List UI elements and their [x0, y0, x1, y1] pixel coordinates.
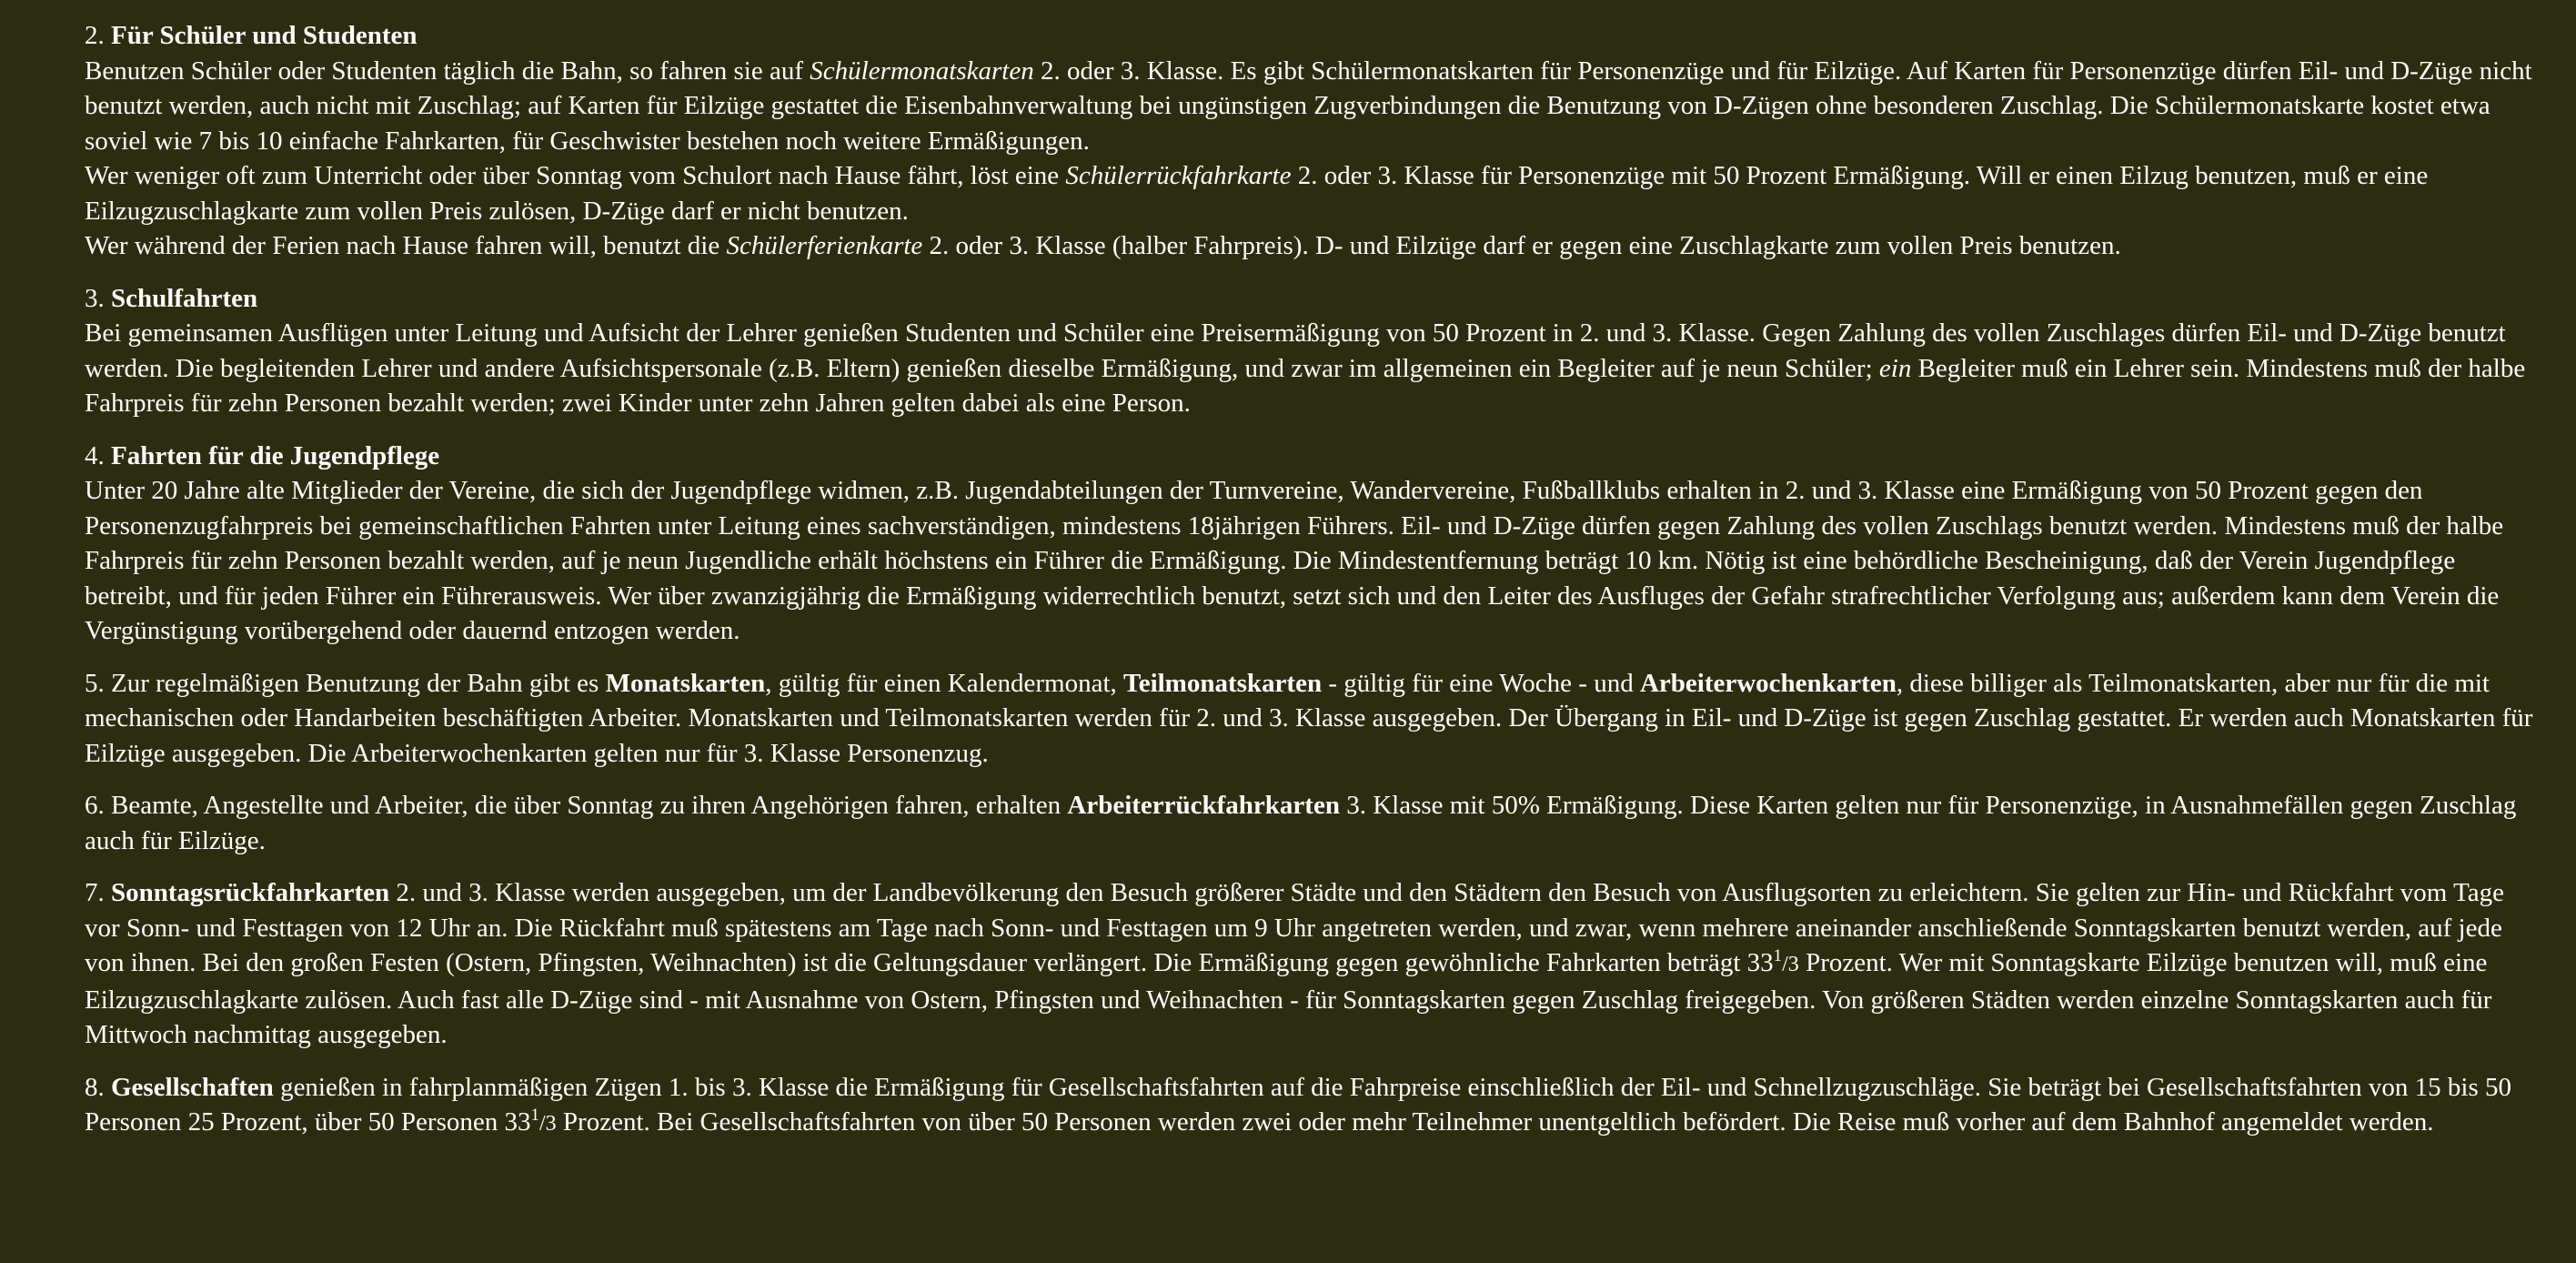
document-body — [85, 18, 2541, 1159]
section-sonntagsrueckfahrkarten — [85, 875, 2541, 1053]
text-run: 2. und 3. Klasse werden ausgegeben, um der Landbevölkerung den Besuch größerer Städte und den Städtern den Besuch von Ausflugsorten zu erleichtern. Sie gelten zur Hin- und Rückfahrt vom Tage vor Sonn- und Festtagen von 12 Uhr an. Die Rückfahrt muß spätestens am Tage nach Sonn- und Festtagen um 9 Uhr angetreten werden, und zwar, wenn mehrere aneinander anschließende Sonntagskarten benutzt werden, auf jede von ihnen. Bei den großen Festen (Ostern, Pfingsten, Weihnachten) ist die Geltungsdauer verlängert. Die Ermäßigung gegen gewöhnliche Fahrkarten beträgt 33 — [85, 878, 2504, 977]
section-arbeiterrueckfahrkarten — [85, 788, 2541, 858]
text-run: , diese billiger als Teilmonatskarten, aber nur für die mit mechanischen oder Handarbeiten beschäftigten Arbeiter. Monatskarten und Teilmonatskarten werden für 2. und 3. Klasse ausgegeben. Der Übergang in Eil- und D-Züge ist gegen Zuschlag gestattet. Er werden auch Monatskarten für Eilzüge ausgegeben. Die Arbeiterwochenkarten gelten nur für 3. Klasse Personenzug. — [85, 668, 2533, 768]
fraction-numerator: 1 — [1773, 946, 1783, 965]
section-schulfahrten — [85, 281, 2541, 421]
text-run: 2. oder 3. Klasse für Personenzüge mit 50 Prozent Ermäßigung. Will er einen Eilzug benutzen, muß er eine Eilzugzuschlagkarte zum vollen Preis zulösen, D-Züge darf er nicht benutzen. — [85, 161, 2429, 226]
paragraph — [85, 666, 2541, 772]
text-run: , gültig für einen Kalendermonat, — [765, 668, 1124, 698]
section-number: 8. — [85, 1072, 105, 1102]
emphasis-term: Schülerrückfahrkarte — [1065, 161, 1292, 190]
paragraph: Unter 20 Jahre alte Mitglieder der Vereine, die sich der Jugendpflege widmen, z.B. Jugendabteilungen der Turnvereine, Wandervereine, Fußballklubs erhalten in 2. und 3. Klasse eine Ermäßigung von 50 Prozent gegen den Personenzugfahrpreis bei gemeinschaftlichen Fahrten unter Leitung eines sachverständigen, mindestens 18jährigen Führers. Eil- und D-Züge dürfen gegen Zahlung des vollen Zuschlags benutzt werden. Mindestens muß der halbe Fahrpreis für zehn Personen bezahlt werden, auf je neun Jugendliche erhält höchstens ein Führer die Ermäßigung. Die Mindestentfernung beträgt 10 km. Nötig ist eine behördliche Bescheinigung, daß der Verein Jugendpflege betreibt, und für jeden Führer ein Führerausweis. Wer über zwanzigjährig die Ermäßigung widerrechtlich benutzt, setzt sich und den Leiter des Ausfluges der Gefahr strafrechtlicher Verfolgung aus; außerdem kann dem Verein die Vergünstigung vorübergehend oder dauernd entzogen werden. — [85, 476, 2504, 645]
text-run: genießen in fahrplanmäßigen Zügen 1. bis 3. Klasse die Ermäßigung für Gesellschaftsfahrten auf die Fahrpreise einschließlich der Eil- und Schnellzugzuschläge. Sie beträgt bei Gesellschaftsfahrten von 15 bis 50 Personen 25 Prozent, über 50 Personen 33 — [85, 1072, 2512, 1137]
paragraph — [85, 316, 2541, 421]
section-number: 4. — [85, 440, 105, 470]
section-title: Fahrten für die Jugendpflege — [111, 440, 440, 470]
paragraph — [85, 54, 2541, 159]
bold-term: Teilmonatskarten — [1123, 668, 1323, 698]
section-number: 2. — [85, 21, 105, 50]
fraction-denominator: /3 — [1782, 953, 1799, 976]
section-schueler-studenten — [85, 18, 2541, 264]
emphasis-term: Schülerferienkarte — [726, 231, 923, 260]
bold-term: Gesellschaften — [111, 1072, 274, 1102]
text-run: Begleiter muß ein Lehrer sein. Mindestens muß der halbe Fahrpreis für zehn Personen bezahlt werden; zwei Kinder unter zehn Jahren gelten dabei als eine Person. — [85, 353, 2526, 418]
text-run: 2. oder 3. Klasse (halber Fahrpreis). D- und Eilzüge darf er gegen eine Zuschlagkarte zum vollen Preis benutzen. — [922, 231, 2121, 260]
paragraph — [85, 1070, 2541, 1142]
text-run: 3. Klasse mit 50% Ermäßigung. Diese Karten gelten nur für Personenzüge, in Ausnahmefällen gegen Zuschlag auch für Eilzüge. — [85, 791, 2517, 855]
text-run: 5. Zur regelmäßigen Benutzung der Bahn gibt es — [85, 668, 606, 698]
paragraph — [85, 788, 2541, 858]
text-run: Bei gemeinsamen Ausflügen unter Leitung und Aufsicht der Lehrer genießen Studenten und Schüler eine Preisermäßigung von 50 Prozent in 2. und 3. Klasse. Gegen Zahlung des vollen Zuschlages dürfen Eil- und D-Züge benutzt werden. Die begleitenden Lehrer und andere Aufsichtspersonale (z.B. Eltern) genießen dieselbe Ermäßigung, und zwar im allgemeinen ein Begleiter auf je neun Schüler; — [85, 318, 2506, 383]
section-title: Schulfahrten — [111, 283, 258, 313]
paragraph — [85, 875, 2541, 1053]
section-number: 3. — [85, 283, 105, 313]
section-heading — [85, 18, 2541, 54]
paragraph — [85, 228, 2541, 264]
bold-term: Arbeiterwochenkarten — [1639, 668, 1897, 698]
text-run: 2. oder 3. Klasse. Es gibt Schülermonatskarten für Personenzüge und für Eilzüge. Auf Karten für Personenzüge dürfen Eil- und D-Züge nicht benutzt werden, auch nicht mit Zuschlag; auf Karten für Eilzüge gestattet die Eisenbahnverwaltung bei ungünstigen Zugverbindungen die Benutzung von D-Zügen ohne besonderen Zuschlag. Die Schülermonatskarte kostet etwa soviel wie 7 bis 10 einfache Fahrkarten, für Geschwister bestehen noch weitere Ermäßigungen. — [85, 56, 2532, 156]
paragraph — [85, 158, 2541, 228]
section-heading — [85, 439, 2541, 474]
section-number: 7. — [85, 878, 105, 907]
text-run: Wer während der Ferien nach Hause fahren will, benutzt die — [85, 231, 727, 260]
section-gesellschaften — [85, 1070, 2541, 1142]
text-run: 6. Beamte, Angestellte und Arbeiter, die über Sonntag zu ihren Angehörigen fahren, erhalten — [85, 791, 1068, 820]
text-run: Wer weniger oft zum Unterricht oder über Sonntag vom Schulort nach Hause fährt, löst eine — [85, 161, 1066, 190]
fraction-numerator: 1 — [530, 1106, 539, 1125]
section-title: Für Schüler und Studenten — [111, 21, 418, 50]
bold-term: Sonntagsrückfahrkarten — [111, 878, 390, 907]
emphasis-term: ein — [1878, 353, 1912, 383]
bold-term: Monatskarten — [605, 668, 766, 698]
section-jugendpflege — [85, 439, 2541, 649]
bold-term: Arbeiterrückfahrkarten — [1067, 791, 1340, 820]
text-run: Prozent. Bei Gesellschaftsfahrten von über 50 Personen werden zwei oder mehr Teilnehmer unentgeltlich befördert. Die Reise muß vorher auf dem Bahnhof angemeldet werden. — [556, 1107, 2434, 1137]
emphasis-term: Schülermonatskarten — [810, 56, 1034, 86]
text-run: Benutzen Schüler oder Studenten täglich die Bahn, so fahren sie auf — [85, 56, 810, 86]
section-monatskarten — [85, 666, 2541, 772]
text-run: - gültig für eine Woche - und — [1322, 668, 1640, 698]
section-heading — [85, 281, 2541, 317]
fraction-denominator: /3 — [539, 1112, 557, 1136]
text-run: Prozent. Wer mit Sonntagskarte Eilzüge benutzen will, muß eine Eilzugzuschlagkarte zulösen. Auch fast alle D-Züge sind - mit Ausnahme von Ostern, Pfingsten und Weihnachten - für Sonntagskarten gegen Zuschlag freigegeben. Von größeren Städten werden einzelne Sonntagskarten auch für Mittwoch nachmittag ausgegeben. — [85, 948, 2492, 1049]
